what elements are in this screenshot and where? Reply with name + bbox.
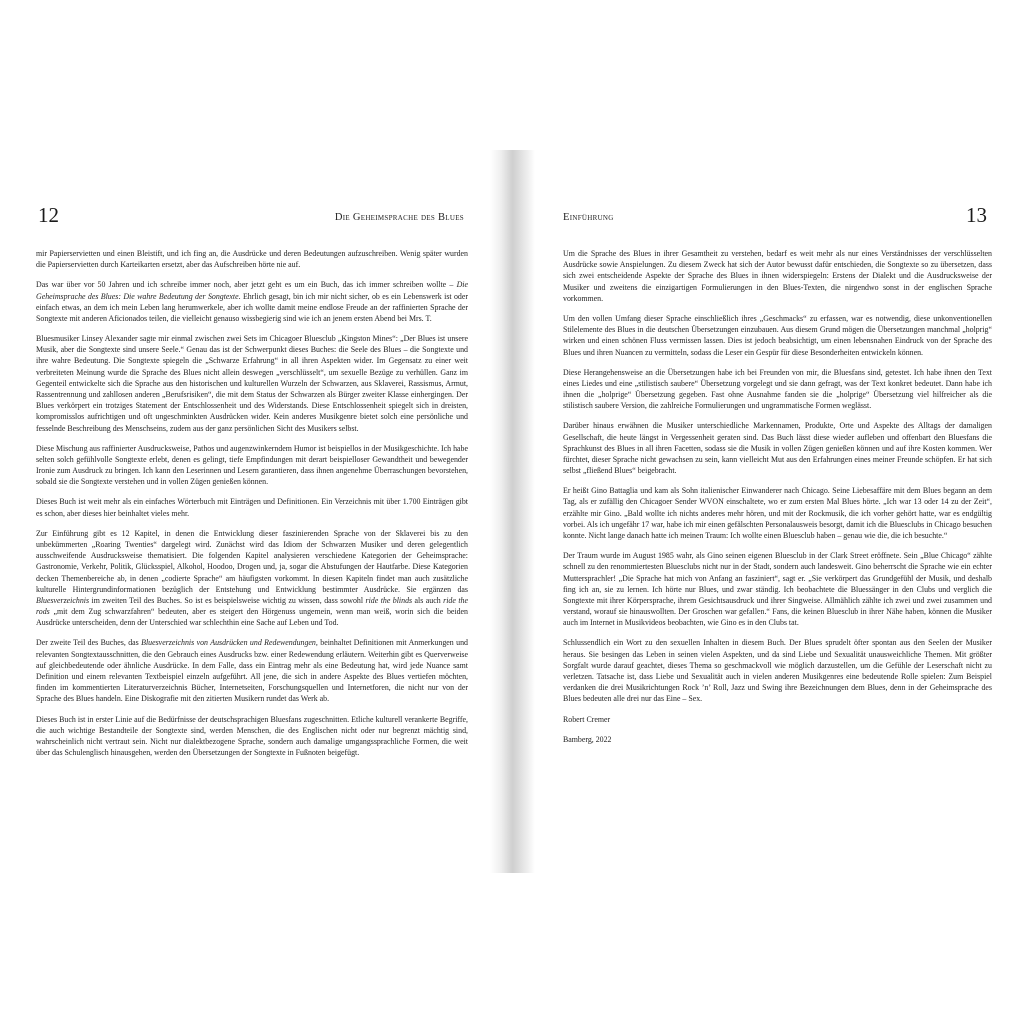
paragraph: Der Traum wurde im August 1985 wahr, als Gino seinen eigenen Bluesclub in der Clark Street eröffnete. Sein „Blue Chicago“ zählte schnell zu den renommiertesten Bluesclubs nicht nur in der Stadt, sondern auch landesweit. Gino beherrscht die Sprache wie ein echter Muttersprachler! „Die Sprache hat mich von Anfang an fasziniert“, sagt er. „Sie verkörpert das Grundgefühl der Musik, und deshalb fing ich an, sie zu lernen. Ich hörte nur Blues, und zwar ständig. Ich beobachtete die Bluessänger in den Clubs und verglich die Songtexte mit ihrer Körpersprache, ihrem Gesichtsausdruck und ihrer Singweise. Allmählich zählte ich zwei und zwei zusammen und verstand, worauf sie hinauswollten. Der Groschen war gefallen.“ Fans, die keinen Bluesclub in ihrer Nähe haben, können die Musiker auch im Internet in Musikvideos beobachten, wie Gino es in den Clubs tat. bbox=[563, 551, 992, 628]
paragraph: Dieses Buch ist in erster Linie auf die Bedürfnisse der deutschsprachigen Bluesfans zugeschnitten. Etliche kulturell verankerte Begriffe, die auch wichtige Bestandteile der Songtexte sind, werden Menschen, die des Englischen nicht oder nur begrenzt mächtig sind, wahrscheinlich nicht vertraut sein. Nicht nur dialektbezogene Sprache, sondern auch damalige umgangssprachliche Formen, die weit über das Schulenglisch hinausgehen, werden den Übersetzungen der Songtexte in Fußnoten beigefügt. bbox=[36, 714, 468, 758]
italic-title: Bluesverzeichnis bbox=[36, 595, 90, 605]
paragraph: mir Papierservietten und einen Bleistift, und ich fing an, die Ausdrücke und deren Bedeutungen aufzuschreiben. Wenig später wurden die Papierservietten durch Karteikarten ersetzt, aber das Aufschreiben hörte nie auf. bbox=[36, 249, 468, 270]
paragraph: Um den vollen Umfang dieser Sprache einschließlich ihres „Geschmacks“ zu erfassen, war es notwendig, diese unkonventionellen Stilelemente des Blues in die deutschen Übersetzungen einzubauen. Aus diesem Grund mögen die Übersetzungen manchmal „holprig“ wirken und einen schönen Fluss vermissen lassen. Dies ist jedoch beabsichtigt, um einen lebensnahen Eindruck von der Sprache des Blues und ihren Nuancen zu vermitteln, sodass die Leser ein Gespür für diese Besonderheiten entwickeln können. bbox=[563, 313, 992, 357]
paragraph: Dieses Buch ist weit mehr als ein einfaches Wörterbuch mit Einträgen und Definitionen. Ein Verzeichnis mit über 1.700 Einträgen gibt es schon, aber dieses hier beinhaltet vieles mehr. bbox=[36, 497, 468, 518]
page-number: 12 bbox=[38, 203, 59, 227]
paragraph: Schlussendlich ein Wort zu den sexuellen Inhalten in diesem Buch. Der Blues sprudelt öfter spontan aus den Seelen der Musiker heraus. Sie besingen das Leben in seinen vielen Aspekten, und da sind Liebe und Sexualität unausweichliche Themen. Mit größter Sorgfalt wurde darauf geachtet, dieses Thema so geschmackvoll wie möglich darzustellen, um die Gefühle der Leserschaft nicht zu verletzen. Tatsache ist, dass Liebe und Sexualität auch in vielen anderen Musikgenres eine bedeutende Rolle spielen: Zum Beispiel verdanken die drei Musikrichtungen Rock ’n’ Roll, Jazz und Swing ihre Bezeichnungen dem Blues, denn in der Geheimsprache des Blues bedeuten alle drei nur das Eine – Sex. bbox=[563, 638, 992, 704]
running-head: Die Geheimsprache des Blues bbox=[334, 212, 464, 223]
italic-title: ride the rods bbox=[36, 595, 468, 617]
paragraph: Bluesmusiker Linsey Alexander sagte mir einmal zwischen zwei Sets im Chicagoer Bluesclub „Kingston Mines“: „Der Blues ist unsere Musik, aber die Songtexte sind unsere Seele.“ Genau das ist der Schwerpunkt dieses Buches: die Seele des Blues – die Songtexte und ihre wahre Bedeutung. Die Songtexte spiegeln die „Schwarze Erfahrung“ in all ihren Aspekten wider. Im Gegensatz zu einer weit verbreiteten Meinung wurde die Sprache des Blues nicht allein deswegen „verschlüsselt“, um sexuelle Bezüge zu verhüllen. Ganz im Gegenteil entwickelte sich die Sprache aus den historischen und kulturellen Wurzeln der Schwarzen, aus Sklaverei, Rassismus, Armut, Rassentrennung und zahllosen anderen „Berufsrisiken“, die mit dem Status der Schwarzen als Bürger zweiter Klasse einhergingen. Der Blues verkörpert ein trotziges Statement der Entschlossenheit und des Widerstands. Diese Entschlossenheit spiegelt sich in dreisten, kompromisslos aufrichtigen und oft ungeschminkten Ausdrücken wider. Kein anderes Musikgenre bietet solch eine persönliche und fesselnde Beschreibung des Menschseins, zudem aus der ganz persönlichen Sicht des Musikers selbst. bbox=[36, 334, 468, 433]
paragraph: Er heißt Gino Battaglia und kam als Sohn italienischer Einwanderer nach Chicago. Seine Liebesaffäre mit dem Blues begann an dem Tag, als er zufällig den Chicagoer Sender WVON einschaltete, wo er zum ersten Mal Blues hörte. „Ich war 13 oder 14 zu der Zeit“, erzählte mir Gino. „Bald wollte ich nichts anderes mehr hören, und mit der Rockmusik, die ich vorher gehört hatte, war es endgültig vorbei. Als ich ungefähr 17 war, habe ich mir einen gefälschten Personalausweis besorgt, damit ich die Bluesclubs in Chicago besuchen konnte. Nicht lange danach hatte ich meinen Traum: Ich wollte einen Bluesclub haben – genau wie die, die ich besuchte.“ bbox=[563, 486, 992, 541]
body-text bbox=[36, 248, 468, 767]
paragraph: Zur Einführung gibt es 12 Kapitel, in denen die Entwicklung dieser faszinierenden Sprache von der Sklaverei bis zu den unbekümmerten „Roaring Twenties“ dargelegt wird. Zunächst wird das Idiom der Schwarzen Musiker und deren gelegentlich ausschweifende Ausdrucksweise thematisiert. Die folgenden Kapitel analysieren verschiedene Kategorien der Geheimsprache: Gastronomie, Verkehr, Politik, Glücksspiel, Alkohol, Hoodoo, Drogen und, ja, sogar die Abstufungen der Hautfarbe. Diese Kategorien decken Themenbereiche ab, in denen „codierte Sprache“ am häufigsten vorkommt. In diesen Kapiteln findet man auch zusätzliche kulturelle Hintergrundinformationen bezüglich der Entstehung und Entwicklung bestimmter Ausdrücke. Sie ergänzen das Bluesverzeichnis im zweiten Teil des Buches. So ist es beispielsweise wichtig zu wissen, dass sowohl ride the blinds als auch ride the rods „mit dem Zug schwarzfahren“ bedeuten, aber es steigert den Hörgenuss ungemein, wenn man weiß, worin sich die beiden Ausdrücke unterscheiden, denn der Unterschied war schlechthin eine Sache auf Leben und Tod. bbox=[36, 528, 468, 628]
body-text bbox=[563, 248, 992, 754]
paragraph: Der zweite Teil des Buches, das Bluesverzeichnis von Ausdrücken und Redewendungen, beinhaltet Definitionen mit Anmerkungen und relevanten Songtextausschnitten, die den Gebrauch eines Ausdrucks bzw. einer Redewendung erläutern. Weiterhin gibt es Querverweise auf gleichbedeutende oder ähnliche Ausdrücke. In dem Falle, dass ein Eintrag mehr als eine Bedeutung hat, wird jede Nuance samt Definition und einem relevanten Textbeispiel einzeln aufgeführt. All jene, die sich in andere Aspekte des Blues vertiefen möchten, finden im kommentierten Literaturverzeichnis Bücher, Internetseiten, Forschungsquellen und Internetforen, die nicht nur von der Sprache des Blues handeln. Eine Diskografie mit den zitierten Musikern rundet das Werk ab. bbox=[36, 638, 468, 704]
right-page bbox=[535, 0, 1024, 1024]
italic-title: Bluesverzeichnis von Ausdrücken und Redewendungen bbox=[141, 638, 316, 648]
place-date: Bamberg, 2022 bbox=[563, 734, 612, 744]
paragraph: Diese Mischung aus raffinierter Ausdrucksweise, Pathos und augenzwinkerndem Humor ist beispiellos in der Musikgeschichte. Ich habe selten solch gefühlvolle Songtexte erlebt, denen es gelingt, tiefe Empfindungen mit derart beispielloser Gewandtheit und bewegender Ironie zum Ausdruck zu bringen. Ich kann den Leserinnen und Lesern garantieren, dass ihnen angenehme Überraschungen bevorstehen, sobald sie die Songtexte verstehen und in vollen Zügen genießen können. bbox=[36, 443, 468, 487]
running-head: Einführung bbox=[563, 212, 614, 223]
author-name: Robert Cremer bbox=[563, 714, 611, 724]
paragraph: Diese Herangehensweise an die Übersetzungen habe ich bei Freunden von mir, die Bluesfans sind, getestet. Ich habe ihnen den Text eines Liedes und eine „stilistisch saubere“ Übersetzung vorgelegt und sie dann gefragt, was der Text konkret bedeutet. Dann habe ich ihnen die „holprige“ Übersetzung gegeben. Fast ohne Ausnahme fanden sie die „holprige“ Übersetzung viel hilfreicher als die stilistisch saubere Version, die zahlreiche Formulierungen und ungrammatische Formen weglässt. bbox=[563, 367, 992, 411]
paragraph: Um die Sprache des Blues in ihrer Gesamtheit zu verstehen, bedarf es weit mehr als nur eines Verständnisses der verschlüsselten Ausdrücke sowie Anspielungen. Zu diesem Zweck hat sich der Autor bewusst dafür entschieden, die Songtexte so zu übersetzen, dass sich zwei entscheidende Aspekte der Sprache des Blues in ihnen widerspiegeln: Erstens der Dialekt und die Ausdrucksweise der Musiker und zweitens die einzigartigen Formulierungen in den Blues-Texten, die nirgendwo sonst in der englischen Sprache vorkommen. bbox=[563, 249, 992, 303]
italic-title: ride the blinds bbox=[365, 595, 413, 605]
paragraph: Das war über vor 50 Jahren und ich schreibe immer noch, aber jetzt geht es um ein Buch, das ich immer schreiben wollte – Die Geheimsprache des Blues: Die wahre Bedeutung der Songtexte. Ehrlich gesagt, bin ich mir nicht sicher, ob es ein Lebenswerk ist oder einfach etwas, an dem ich mein Leben lang herumwerkele, aber ich wollte damit meine endlose Freude an der raffinierten Sprache der Songtexte mit anderen Aficionados teilen, die vielleicht genauso wissbegierig sind wie ich an jenem ersten Abend bei Mrs. T. bbox=[36, 280, 468, 323]
book-gutter bbox=[490, 150, 535, 873]
signature-block bbox=[563, 714, 992, 745]
italic-title: Die Geheimsprache des Blues: Die wahre Bedeutung der Songtexte bbox=[36, 280, 468, 301]
paragraph: Darüber hinaus erwähnen die Musiker unterschiedliche Markennamen, Produkte, Orte und Aspekte des Alltags der damaligen Gesellschaft, die heute längst in Vergessenheit geraten sind. Das Buch lässt diese wieder aufleben und offenbart den Bluesfans die Sprachkunst des Blues in all ihren Facetten, sodass sie die Musik in vollen Zügen genießen können und auf ihre Kosten kommen. Wer fürchtet, dieser Sprache nicht gewachsen zu sein, kann vielleicht Mut aus den Erfahrungen eines meiner Freunde schöpfen. Er hat sich selbst „fließend Blues“ beigebracht. bbox=[563, 421, 992, 476]
left-page bbox=[0, 0, 490, 1024]
page-number: 13 bbox=[966, 203, 987, 227]
